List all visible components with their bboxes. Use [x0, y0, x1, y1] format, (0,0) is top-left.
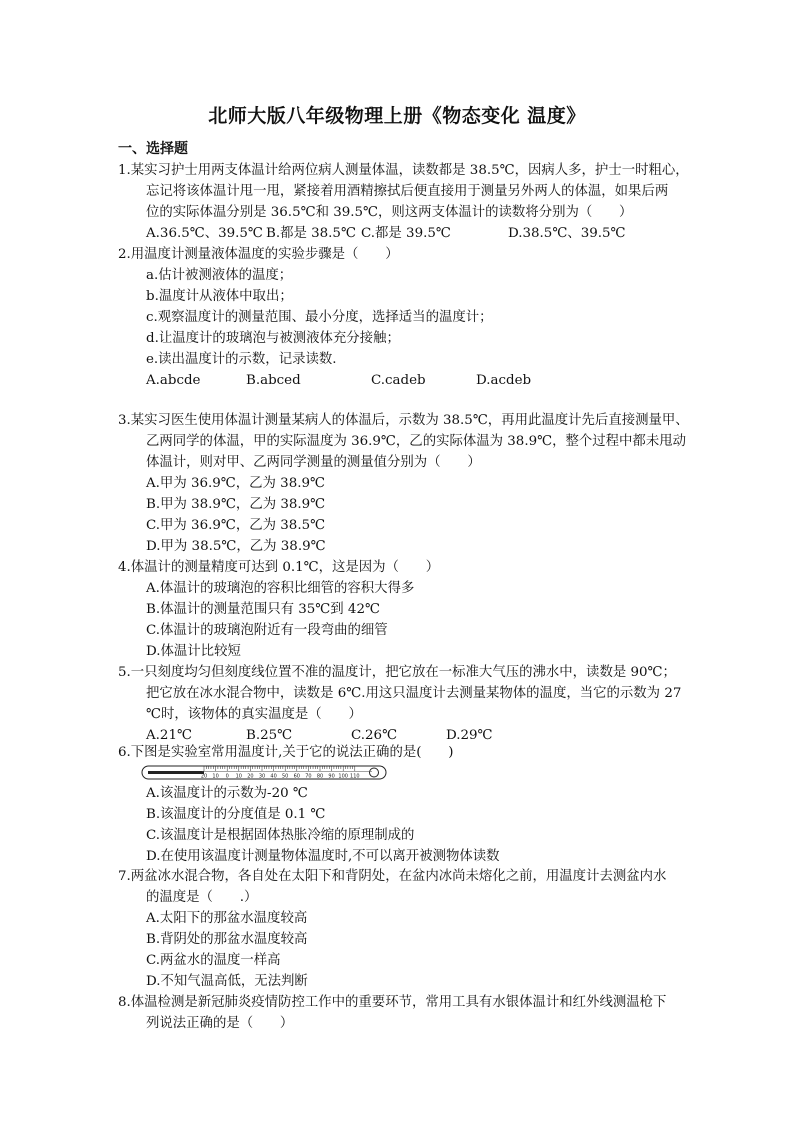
section-heading: 一、选择题	[118, 141, 188, 157]
q2-stem: 2.用温度计测量液体温度的实验步骤是（ ）	[118, 247, 399, 262]
q5-line-2: 把它放在冰水混合物中，读数是 6℃.用这只温度计去测量某物体的温度，当它的示数为 27	[146, 686, 682, 701]
q7-line-2: 的温度是（ .）	[146, 890, 258, 905]
thermometer-scale-label: 110	[350, 773, 360, 780]
thermometer-scale-label: 0	[225, 773, 229, 780]
q7-line-1: 7.两盆冰水混合物，各自处在太阳下和背阴处，在盆内冰尚未熔化之前，用温度计去测盆内水	[118, 869, 667, 884]
q8-line-1: 8.体温检测是新冠肺炎疫情防控工作中的重要环节，常用工具有水银体温计和红外线测温枪下	[118, 995, 667, 1010]
q4-option-a: A.体温计的玻璃泡的容积比细管的容积大得多	[146, 581, 415, 596]
thermometer-scale-label: 20	[247, 773, 254, 780]
q6-option-b: B.该温度计的分度值是 0.1 ℃	[146, 807, 326, 822]
q7-option-c: C.两盆水的温度一样高	[146, 953, 281, 968]
q2-step-b: b.温度计从液体中取出；	[146, 289, 293, 304]
q1-option-b: B.都是 38.5℃	[266, 226, 356, 241]
q3-option-d: D.甲为 38.5℃，乙为 38.9℃	[146, 539, 326, 554]
q5-option-b: B.25℃	[246, 728, 293, 743]
q6-stem: 6.下图是实验室常用温度计,关于它的说法正确的是( )	[118, 745, 454, 760]
thermometer-scale-label: 20	[200, 773, 208, 780]
q5-line-3: ℃时，该物体的真实温度是（ ）	[146, 707, 362, 722]
thermometer-liquid-column	[148, 771, 204, 774]
thermometer-scale-label: 70	[305, 773, 312, 780]
q6-option-a: A.该温度计的示数为-20 ℃	[146, 786, 308, 801]
q4-option-c: C.体温计的玻璃泡附近有一段弯曲的细管	[146, 623, 388, 638]
q5-option-d: D.29℃	[446, 728, 493, 743]
q5-option-a: A.21℃	[146, 728, 192, 743]
thermometer-scale-label: 50	[282, 773, 289, 780]
q2-step-a: a.估计被测液体的温度；	[146, 268, 293, 283]
thermometer-scale-label: 10	[212, 773, 219, 780]
q2-option-b: B.abced	[246, 373, 301, 388]
q2-option-d: D.acdeb	[476, 373, 532, 388]
q2-step-d: d.让温度计的玻璃泡与被测液体充分接触；	[146, 331, 400, 346]
q3-option-a: A.甲为 36.9℃，乙为 38.9℃	[146, 476, 325, 491]
thermometer-scale-label: 90	[328, 773, 335, 780]
q3-line-1: 3.某实习医生使用体温计测量某病人的体温后，示数为 38.5℃，再用此温度计先后直接测量甲、	[118, 413, 689, 428]
q6-option-d: D.在使用该温度计测量物体温度时,不可以离开被测物体读数	[146, 849, 500, 864]
thermometer-bulb	[370, 768, 379, 777]
q3-option-b: B.甲为 38.9℃，乙为 38.9℃	[146, 497, 326, 512]
q2-step-c: c.观察温度计的测量范围、最小分度，选择适当的温度计；	[146, 310, 493, 325]
thermometer-scale-label: 30	[258, 773, 266, 780]
q7-option-b: B.背阴处的那盆水温度较高	[146, 932, 308, 947]
thermometer-scale-label: 10	[235, 773, 242, 780]
q2-option-a: A.abcde	[146, 373, 201, 388]
q1-option-a: A.36.5℃、39.5℃	[146, 226, 263, 241]
q1-line-1: 1.某实习护士用两支体温计给两位病人测量体温，读数都是 38.5℃，因病人多，护士一时粗心，	[118, 163, 689, 178]
q2-option-c: C.cadeb	[371, 373, 426, 388]
q8-line-2: 列说法正确的是（ ）	[146, 1016, 294, 1031]
q2-step-e: e.读出温度计的示数，记录读数.	[146, 352, 337, 367]
q7-option-a: A.太阳下的那盆水温度较高	[146, 911, 308, 926]
q3-line-3: 体温计，则对甲、乙两同学测量的测量值分别为（ ）	[146, 455, 481, 470]
q5-option-c: C.26℃	[351, 728, 398, 743]
thermometer-figure	[140, 762, 390, 784]
q4-option-d: D.体温计比较短	[146, 644, 241, 659]
q4-option-b: B.体温计的测量范围只有 35℃到 42℃	[146, 602, 380, 617]
thermometer-scale-label: 60	[293, 773, 300, 780]
thermometer-scale-label: 80	[316, 773, 324, 780]
q6-option-c: C.该温度计是根据固体热胀冷缩的原理制成的	[146, 828, 415, 843]
q1-line-2: 忘记将该体温计甩一甩，紧接着用酒精擦拭后便直接用于测量另外两人的体温，如果后两	[146, 184, 669, 199]
q4-stem: 4.体温计的测量精度可达到 0.1℃，这是因为（ ）	[118, 560, 440, 575]
thermometer-scale-label: 100	[338, 773, 348, 780]
q5-line-1: 5.一只刻度均匀但刻度线位置不准的温度计，把它放在一标准大气压的沸水中，读数是 90℃；	[118, 665, 676, 680]
q3-option-c: C.甲为 36.9℃，乙为 38.5℃	[146, 518, 326, 533]
q1-line-3: 位的实际体温分别是 36.5℃和 39.5℃，则这两支体温计的读数将分别为（ ）	[146, 205, 633, 220]
q1-option-d: D.38.5℃、39.5℃	[508, 226, 626, 241]
thermometer-scale-label: 40	[270, 773, 277, 780]
document-title: 北师大版八年级物理上册《物态变化 温度》	[208, 105, 586, 127]
q3-line-2: 乙两同学的体温，甲的实际温度为 36.9℃，乙的实际体温为 38.9℃，整个过程中都未甩动	[146, 434, 686, 449]
q7-option-d: D.不知气温高低，无法判断	[146, 974, 308, 989]
q1-option-c: C.都是 39.5℃	[361, 226, 451, 241]
